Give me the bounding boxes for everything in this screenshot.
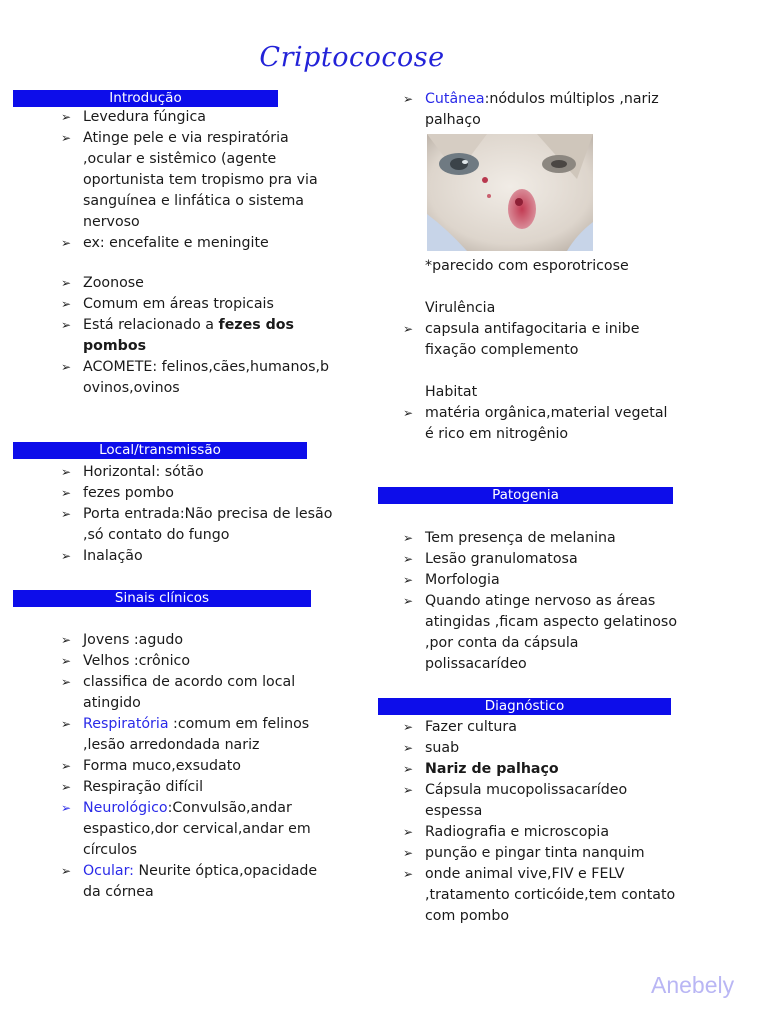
list-item: ➢ Lesão granulomatosa bbox=[403, 549, 683, 570]
cutanea-list bbox=[403, 89, 678, 131]
ocular-text: Neurite óptica,opacidade da córnea bbox=[83, 863, 318, 900]
neurologico-text: :Convulsão,andar espastico,dor cervical,andar em círculos bbox=[83, 800, 311, 858]
section-header-introducao: Introdução bbox=[13, 90, 278, 107]
patogenia-list bbox=[403, 528, 683, 675]
list-item: ➢ matéria orgânica,material vegetal é rico em nitrogênio bbox=[403, 403, 678, 445]
list-item bbox=[61, 861, 336, 903]
list-item: ➢ Levedura fúngica bbox=[61, 107, 336, 128]
habitat-title: Habitat bbox=[425, 384, 478, 400]
list-item bbox=[403, 759, 683, 780]
list-item: ➢ Morfologia bbox=[403, 570, 683, 591]
cutanea-text: :nódulos múltiplos ,nariz palhaço bbox=[425, 91, 659, 128]
page-title: Criptococose bbox=[259, 42, 445, 73]
list-item: ➢ Horizontal: sótão bbox=[61, 462, 336, 483]
local-list bbox=[61, 462, 336, 567]
ocular-label: Ocular: bbox=[83, 863, 134, 879]
list-item: ➢ capsula antifagocitaria e inibe fixação complemento bbox=[403, 319, 678, 361]
intro-list bbox=[61, 107, 336, 254]
list-item: ➢ suab bbox=[403, 738, 683, 759]
list-item: ➢ fezes pombo bbox=[61, 483, 336, 504]
list-item bbox=[403, 89, 678, 131]
list-item: ➢ Comum em áreas tropicais bbox=[61, 294, 336, 315]
list-item bbox=[61, 714, 336, 756]
list-item: ➢ Radiografia e microscopia bbox=[403, 822, 683, 843]
habitat-list bbox=[403, 403, 678, 445]
fezes-prefix: Está relacionado a bbox=[83, 317, 219, 333]
list-item: ➢ ex: encefalite e meningite bbox=[61, 233, 336, 254]
cat-face-lesion-photo bbox=[427, 134, 593, 251]
nariz-palhaco-bold: Nariz de palhaço bbox=[425, 761, 559, 777]
cutanea-label: Cutânea bbox=[425, 91, 485, 107]
virulencia-title: Virulência bbox=[425, 300, 496, 316]
section-header-local: Local/transmissão bbox=[13, 442, 307, 459]
author-signature: Anebely bbox=[651, 972, 735, 998]
list-item: ➢ Velhos :crônico bbox=[61, 651, 336, 672]
list-item: ➢ Inalação bbox=[61, 546, 336, 567]
list-item: ➢ Jovens :agudo bbox=[61, 630, 336, 651]
list-item: ➢ Atinge pele e via respiratória ,ocular e sistêmico (agente oportunista tem tropismo pra via sanguínea e linfática o sistema nervoso bbox=[61, 128, 336, 233]
diagnostico-list bbox=[403, 717, 683, 927]
list-item: ➢ Quando atinge nervoso as áreas atingidas ,ficam aspecto gelatinoso ,por conta da cápsula polissacarídeo bbox=[403, 591, 683, 675]
list-item: ➢ Respiração difícil bbox=[61, 777, 336, 798]
list-item: ➢ Cápsula mucopolissacarídeo espessa bbox=[403, 780, 683, 822]
list-item: ➢ classifica de acordo com local atingido bbox=[61, 672, 336, 714]
list-item: ➢ onde animal vive,FIV e FELV ,tratamento corticóide,tem contato com pombo bbox=[403, 864, 683, 927]
list-item: ➢ Porta entrada:Não precisa de lesão ,só contato do fungo bbox=[61, 504, 336, 546]
section-header-sinais: Sinais clínicos bbox=[13, 590, 311, 607]
list-item bbox=[61, 798, 336, 861]
list-item: ➢ ACOMETE: felinos,cães,humanos,bovinos,ovinos bbox=[61, 357, 336, 399]
list-item: ➢ Fazer cultura bbox=[403, 717, 683, 738]
list-item bbox=[61, 315, 336, 357]
list-item: ➢ Forma muco,exsudato bbox=[61, 756, 336, 777]
section-header-patogenia: Patogenia bbox=[378, 487, 673, 504]
fezes-bold: fezes dos pombos bbox=[83, 317, 294, 354]
list-item: ➢ punção e pingar tinta nanquim bbox=[403, 843, 683, 864]
respiratoria-text: :comum em felinos ,lesão arredondada nariz bbox=[83, 716, 310, 753]
sinais-list bbox=[61, 630, 336, 903]
respiratoria-label: Respiratória bbox=[83, 716, 174, 732]
list-item: ➢ Tem presença de melanina bbox=[403, 528, 683, 549]
intro-list-2 bbox=[61, 273, 336, 399]
virulencia-list bbox=[403, 319, 678, 361]
section-header-diagnostico: Diagnóstico bbox=[378, 698, 671, 715]
neurologico-label: Neurológico bbox=[83, 800, 168, 816]
esporotricose-note: *parecido com esporotricose bbox=[425, 258, 629, 274]
list-item: ➢ Zoonose bbox=[61, 273, 336, 294]
